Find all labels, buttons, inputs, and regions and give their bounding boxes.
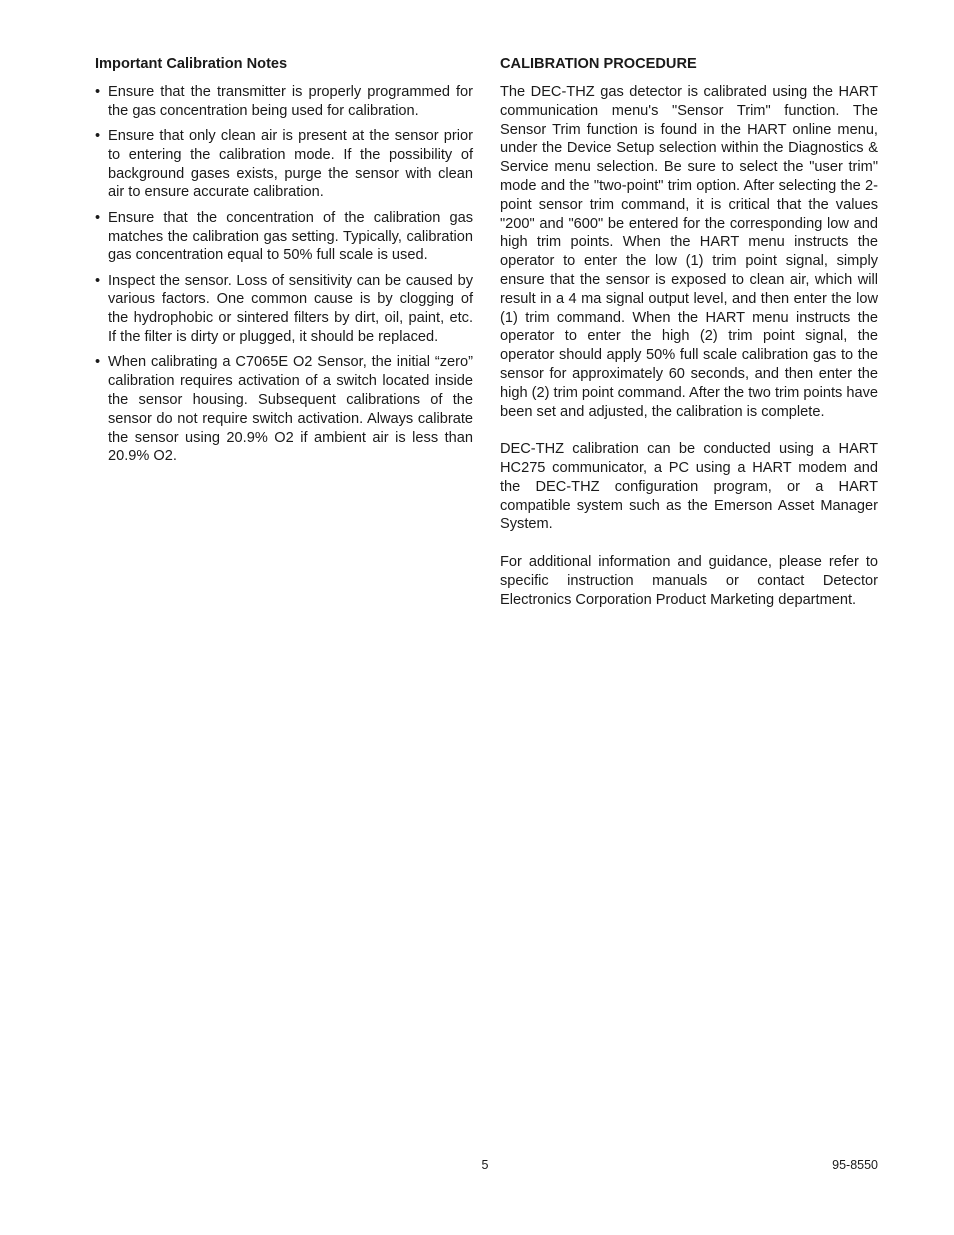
bullet-icon: • — [95, 209, 101, 226]
list-item — [95, 209, 473, 265]
page-number: 5 — [481, 1158, 489, 1172]
list-item — [95, 127, 473, 202]
calibration-procedure-heading: CALIBRATION PROCEDURE — [500, 56, 697, 72]
additional-info-paragraph: For additional information and guidance, please refer to specific instruction manuals or contact Detector Electronics Corporation Product Marketing department. — [500, 553, 878, 608]
note-text: Inspect the sensor. Loss of sensitivity can be caused by various factors. One common cause is by clogging of the hydrophobic or sintered filters by dirt, oil, paint, etc. If the filter is dirty or plugged, it should be replaced. — [108, 272, 473, 346]
bullet-icon: • — [95, 354, 101, 371]
document-number: 95-8550 — [832, 1158, 878, 1172]
list-item — [95, 353, 473, 466]
list-item — [95, 83, 473, 121]
right-column — [500, 55, 878, 628]
procedure-paragraph: The DEC-THZ gas detector is calibrated using the HART communication menu's "Sensor Trim" function. The Sensor Trim function is found in the HART online menu, under the Device Setup selection within the Diagnostics & Service menu selection. Be sure to select the "user trim" mode and the "two-point" trim option. After selecting the 2-point sensor trim command, it is critical that the values "200" and "600" be entered for the corresponding low and high trim points. When the HART menu instructs the operator to enter the low (1) trim point signal, simply ensure that the sensor is exposed to clean air, which will result in a 4 ma signal output level, and then enter the low (1) trim command. When the HART menu instructs the operator to enter the high (2) trim point signal, the operator should apply 50% full scale calibration gas to the sensor for approximately 60 seconds, and then enter the high (2) trim point command. After the two trim points have been set and adjusted, the calibration is complete. — [500, 84, 878, 420]
note-text: Ensure that the concentration of the calibration gas matches the calibration gas setting. Typically, calibration gas concentration equal to 50% full scale is used. — [108, 209, 473, 264]
note-text: When calibrating a C7065E O2 Sensor, the initial “zero” calibration requires activation of a switch located inside the sensor housing. Subsequent calibrations of the sensor do not require switch activation. Always calibrate the sensor using 20.9% O2 if ambient air is less than 20.9% O2. — [108, 354, 473, 465]
note-text: Ensure that the transmitter is properly programmed for the gas concentration being used for calibration. — [108, 84, 473, 119]
bullet-icon: • — [95, 128, 101, 145]
bullet-icon: • — [95, 84, 101, 100]
note-text: Ensure that only clean air is present at the sensor prior to entering the calibration mode. If the possibility of background gases exists, purge the sensor with clean air to ensure accurate calibration. — [108, 128, 473, 201]
calibration-notes-list — [95, 83, 473, 466]
bullet-icon: • — [95, 272, 101, 289]
list-item — [95, 272, 473, 347]
calibration-methods-paragraph: DEC-THZ calibration can be conducted using a HART HC275 communicator, a PC using a HART modem and the DEC-THZ configuration program, or a HART compatible system such as the Emerson Asset Manager System. — [500, 441, 878, 533]
calibration-notes-heading: Important Calibration Notes — [95, 56, 288, 72]
left-column — [95, 55, 473, 473]
